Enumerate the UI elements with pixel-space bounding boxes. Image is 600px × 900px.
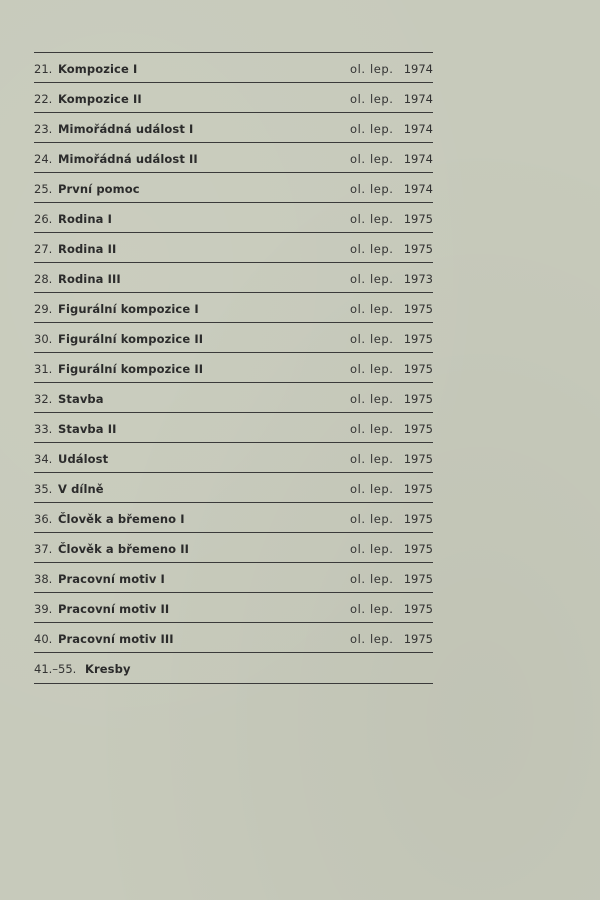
list-item	[34, 503, 433, 533]
list-item	[34, 83, 433, 113]
item-title: Figurální kompozice I	[58, 302, 199, 316]
item-title: Pracovní motiv I	[58, 572, 165, 586]
item-title: Rodina III	[58, 272, 121, 286]
item-number: 27.	[34, 242, 53, 256]
item-number: 37.	[34, 542, 53, 556]
item-year: 1975	[403, 572, 433, 586]
item-year: 1975	[403, 242, 433, 256]
item-technique: ol. lep.	[350, 332, 394, 346]
item-title: Pracovní motiv III	[58, 632, 174, 646]
item-number: 30.	[34, 332, 53, 346]
item-year: 1975	[403, 422, 433, 436]
list-item	[34, 623, 433, 653]
item-title: Člověk a břemeno I	[58, 512, 185, 526]
item-technique: ol. lep.	[350, 302, 394, 316]
item-number: 29.	[34, 302, 53, 316]
item-title: Stavba II	[58, 422, 117, 436]
item-year: 1975	[403, 332, 433, 346]
item-number: 26.	[34, 212, 53, 226]
item-title: První pomoc	[58, 182, 140, 196]
item-year: 1975	[403, 302, 433, 316]
list-item	[34, 593, 433, 623]
item-number: 35.	[34, 482, 53, 496]
item-title: Rodina I	[58, 212, 112, 226]
item-technique: ol. lep.	[350, 482, 394, 496]
list-item	[34, 443, 433, 473]
item-title: Kompozice I	[58, 62, 138, 76]
item-number: 25.	[34, 182, 53, 196]
item-number: 21.	[34, 62, 53, 76]
item-technique: ol. lep.	[350, 602, 394, 616]
item-technique: ol. lep.	[350, 542, 394, 556]
item-title: V dílně	[58, 482, 104, 496]
artwork-list	[34, 52, 433, 684]
item-number: 36.	[34, 512, 53, 526]
item-year: 1975	[403, 452, 433, 466]
list-item	[34, 173, 433, 203]
item-title: Figurální kompozice II	[58, 362, 204, 376]
item-technique: ol. lep.	[350, 152, 394, 166]
item-technique: ol. lep.	[350, 242, 394, 256]
item-year: 1975	[403, 392, 433, 406]
item-number: 28.	[34, 272, 53, 286]
item-number: 23.	[34, 122, 53, 136]
item-title: Figurální kompozice II	[58, 332, 204, 346]
item-number: 38.	[34, 572, 53, 586]
item-title: Člověk a břemeno II	[58, 542, 190, 556]
list-item	[34, 533, 433, 563]
item-title: Událost	[58, 452, 109, 466]
list-item	[34, 473, 433, 503]
item-number: 40.	[34, 632, 53, 646]
item-year: 1974	[403, 182, 433, 196]
item-technique: ol. lep.	[350, 122, 394, 136]
item-title: Stavba	[58, 392, 104, 406]
list-item	[34, 263, 433, 293]
list-item	[34, 413, 433, 443]
item-title: Kompozice II	[58, 92, 142, 106]
item-year: 1973	[403, 272, 433, 286]
item-number: 24.	[34, 152, 53, 166]
item-number: 32.	[34, 392, 53, 406]
item-technique: ol. lep.	[350, 212, 394, 226]
item-title: Mimořádná událost I	[58, 122, 194, 136]
item-title: Kresby	[85, 662, 131, 676]
item-year: 1975	[403, 482, 433, 496]
item-technique: ol. lep.	[350, 512, 394, 526]
item-title: Rodina II	[58, 242, 117, 256]
list-item	[34, 113, 433, 143]
item-year: 1975	[403, 512, 433, 526]
item-year: 1975	[403, 632, 433, 646]
list-item	[34, 353, 433, 383]
list-item	[34, 143, 433, 173]
item-number: 34.	[34, 452, 53, 466]
item-technique: ol. lep.	[350, 272, 394, 286]
item-year: 1974	[403, 122, 433, 136]
item-year: 1975	[403, 212, 433, 226]
item-year: 1975	[403, 542, 433, 556]
item-title: Pracovní motiv II	[58, 602, 170, 616]
item-title: Mimořádná událost II	[58, 152, 198, 166]
item-year: 1974	[403, 152, 433, 166]
item-technique: ol. lep.	[350, 422, 394, 436]
item-number: 22.	[34, 92, 53, 106]
item-number: 39.	[34, 602, 53, 616]
item-year: 1974	[403, 62, 433, 76]
item-number-range: 41.–55.	[34, 662, 77, 676]
list-item	[34, 233, 433, 263]
list-item	[34, 293, 433, 323]
item-number: 33.	[34, 422, 53, 436]
list-item	[34, 563, 433, 593]
item-year: 1975	[403, 362, 433, 376]
item-technique: ol. lep.	[350, 62, 394, 76]
item-technique: ol. lep.	[350, 452, 394, 466]
list-item-drawings	[34, 653, 433, 684]
item-technique: ol. lep.	[350, 182, 394, 196]
item-technique: ol. lep.	[350, 92, 394, 106]
list-item	[34, 323, 433, 353]
item-year: 1974	[403, 92, 433, 106]
item-technique: ol. lep.	[350, 632, 394, 646]
item-technique: ol. lep.	[350, 572, 394, 586]
item-year: 1975	[403, 602, 433, 616]
item-technique: ol. lep.	[350, 392, 394, 406]
item-number: 31.	[34, 362, 53, 376]
list-item	[34, 383, 433, 413]
list-item	[34, 53, 433, 83]
list-item	[34, 203, 433, 233]
item-technique: ol. lep.	[350, 362, 394, 376]
